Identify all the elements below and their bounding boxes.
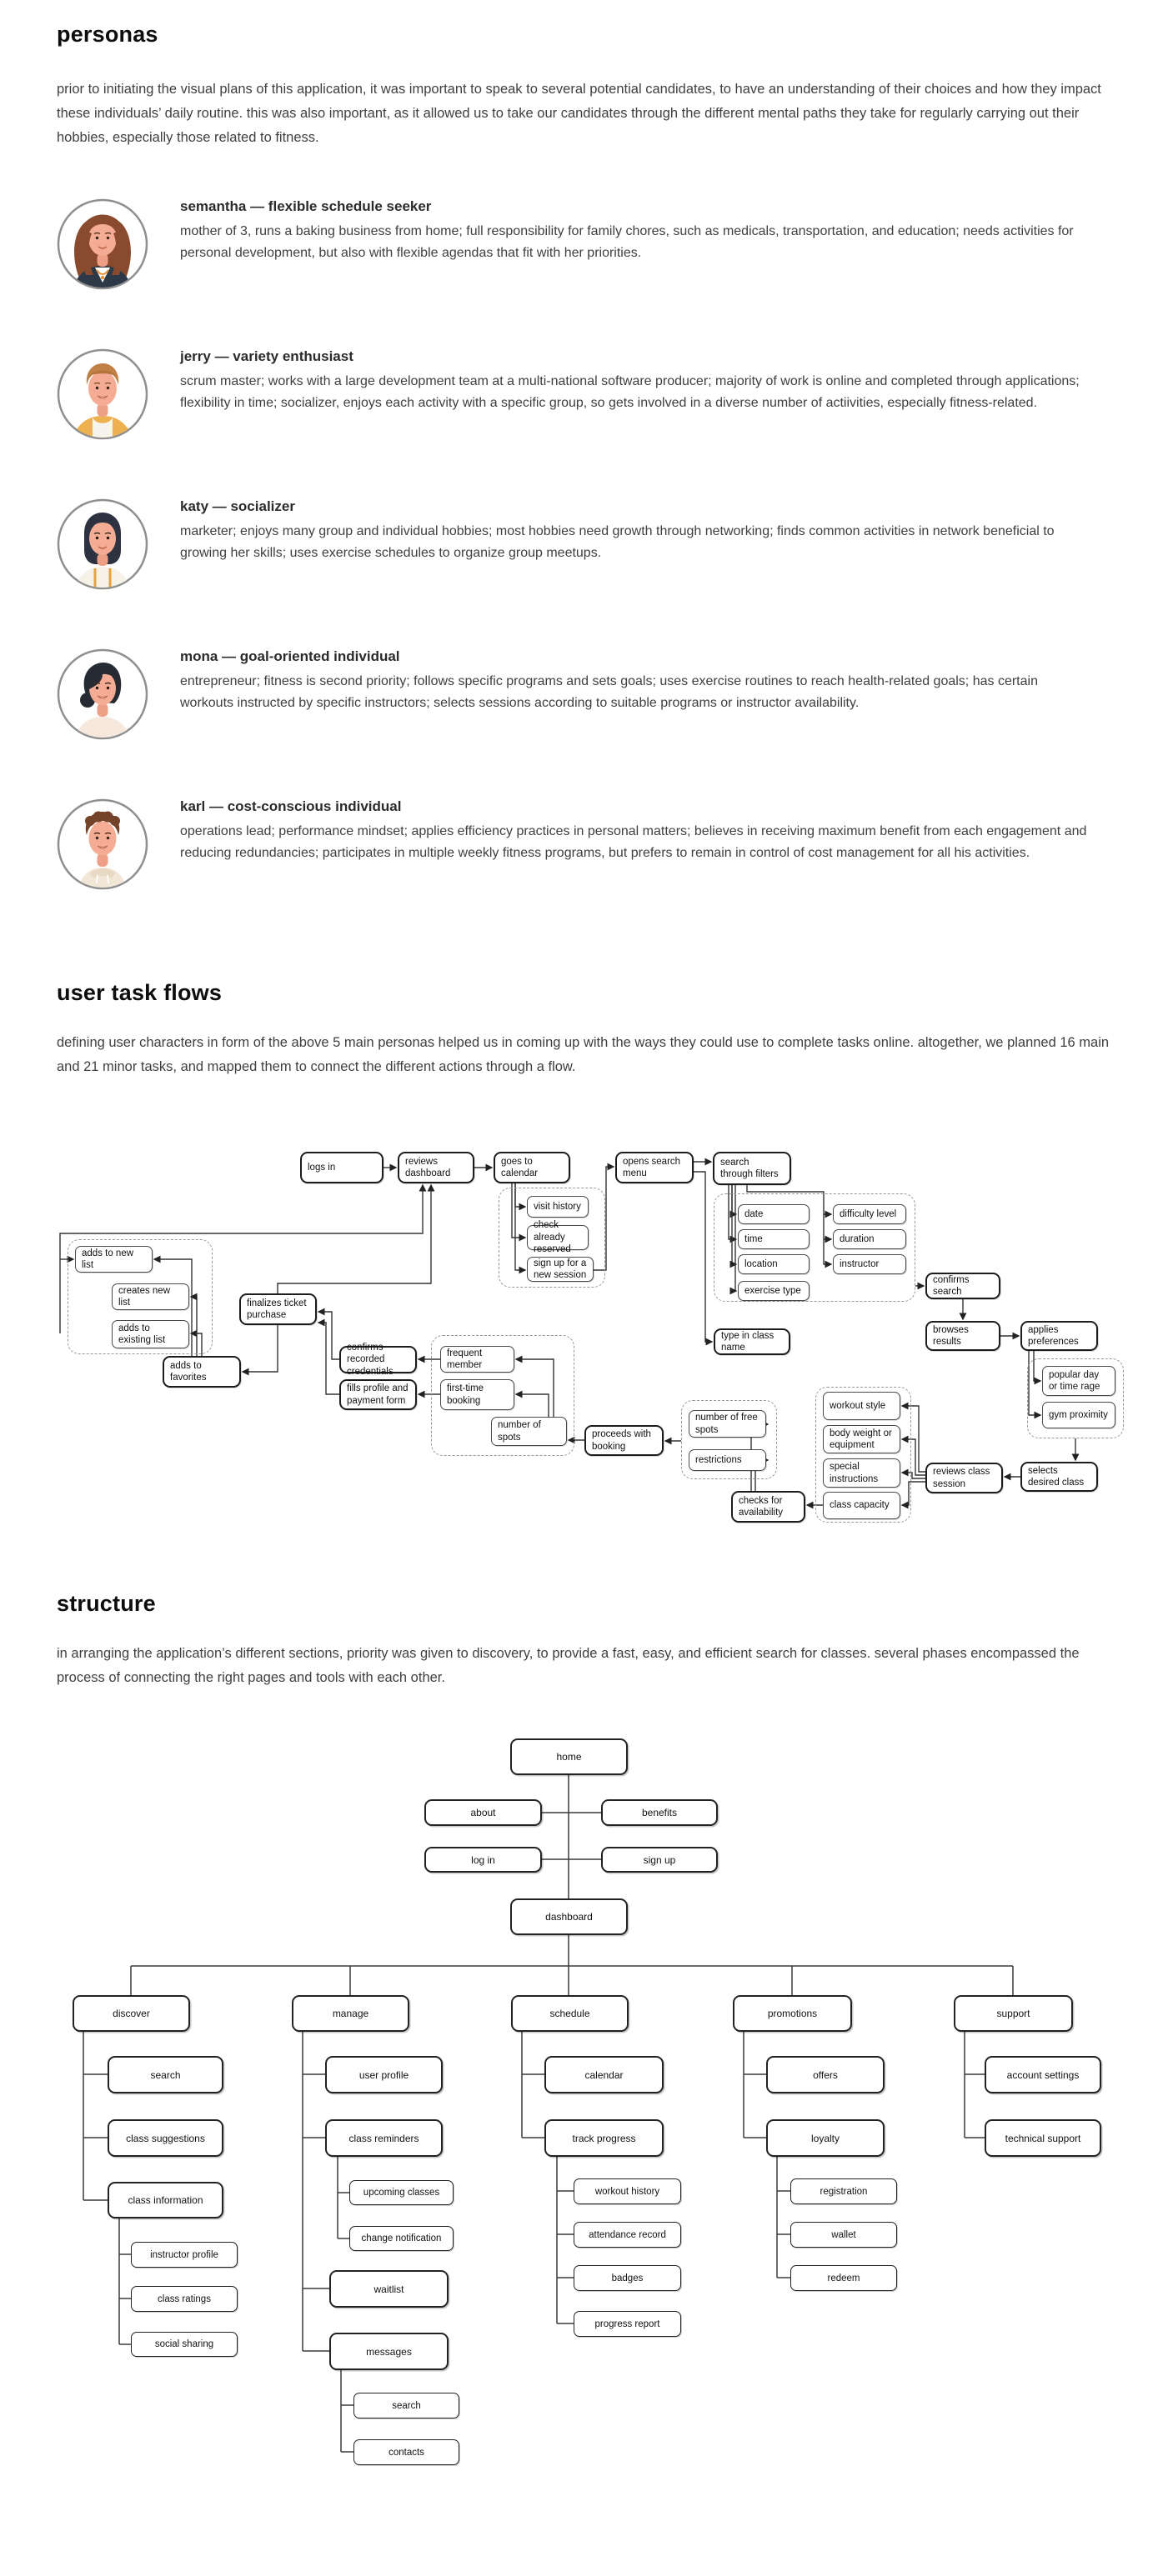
flow-node-goes-to-calendar: goes to calendar xyxy=(494,1152,570,1183)
sitemap-node-registration: registration xyxy=(790,2178,897,2204)
sitemap-node-upcoming-classes: upcoming classes xyxy=(349,2180,454,2205)
flow-node-number-of-spots: number of spots xyxy=(491,1417,567,1446)
sitemap-node-class-suggestions: class suggestions xyxy=(108,2119,223,2157)
task-flows-intro: defining user characters in form of the above 5 main personas helped us in coming up with the ways they could use to complete tasks online. altogether, we planned 16 main and 21 minor tasks, and mapped them to connect the different actions through a flow. xyxy=(57,1035,1110,1074)
sitemap-node-calendar: calendar xyxy=(544,2056,664,2093)
persona-name: semantha — flexible schedule seeker xyxy=(180,198,432,214)
flow-node-number-of-free-spots: number of free spots xyxy=(689,1410,766,1438)
flow-node-restrictions: restrictions xyxy=(689,1449,766,1471)
personas-list xyxy=(57,198,1168,890)
flow-node-adds-to-existing-list: adds to existing list xyxy=(112,1320,189,1348)
persona-text-karl xyxy=(180,798,1089,864)
sitemap-node-dashboard: dashboard xyxy=(510,1898,628,1935)
persona-row-jerry xyxy=(57,348,1168,440)
persona-description: mother of 3, runs a baking business from home; full responsibility for family chores, such as medicals, transportation, and education; needs activities for personal development, but also with flexible agendas that fit with her priorities. xyxy=(180,224,1074,260)
flow-node-confirms-search: confirms search xyxy=(925,1273,1000,1299)
flow-node-class-capacity: class capacity xyxy=(823,1492,900,1519)
flow-node-date: date xyxy=(738,1204,810,1224)
personas-section-title: personas xyxy=(57,22,158,47)
flow-node-checks-for-availability: checks for availability xyxy=(731,1491,805,1523)
flow-node-fills-profile-payment-form: fills profile and payment form xyxy=(339,1379,417,1410)
flow-node-difficulty-level: difficulty level xyxy=(833,1204,906,1224)
flow-node-browses-results: browses results xyxy=(925,1321,1000,1351)
sitemap-node-offers: offers xyxy=(766,2056,885,2093)
flow-node-adds-to-favorites: adds to favorites xyxy=(163,1356,241,1388)
flow-node-duration: duration xyxy=(833,1229,906,1249)
flow-node-location: location xyxy=(738,1254,810,1274)
sitemap-node-about: about xyxy=(424,1799,542,1826)
persona-name: karl — cost-conscious individual xyxy=(180,798,402,814)
persona-name: mona — goal-oriented individual xyxy=(180,648,400,664)
semantha-avatar xyxy=(57,198,148,290)
flow-node-opens-search-menu: opens search menu xyxy=(615,1152,694,1183)
sitemap-node-class-reminders: class reminders xyxy=(325,2119,443,2157)
sitemap-node-instructor-profile: instructor profile xyxy=(131,2242,238,2268)
flow-node-type-in-class-name: type in class name xyxy=(714,1328,790,1355)
sitemap-node-home: home xyxy=(510,1738,628,1775)
sitemap-node-log-in: log in xyxy=(424,1847,542,1873)
flow-node-reviews-class-session: reviews class session xyxy=(925,1463,1003,1493)
persona-row-mona xyxy=(57,648,1168,740)
jerry-avatar xyxy=(57,348,148,440)
sitemap-node-messages: messages xyxy=(329,2333,449,2370)
persona-row-katy xyxy=(57,498,1168,590)
persona-row-semantha xyxy=(57,198,1168,290)
sitemap-node-badges: badges xyxy=(574,2265,681,2291)
persona-description: scrum master; works with a large development team at a multi-national software producer; majority of work is online and completed through applications; flexibility in time; socializer, enjoys each activity with a specific group, so gets involved in a diverse number of actiivities, especially fitness-related. xyxy=(180,374,1080,410)
sitemap-node-search: search xyxy=(108,2056,223,2093)
flow-node-search-through-filters: search through filters xyxy=(713,1152,791,1185)
sitemap-diagram xyxy=(50,1703,1134,2503)
flow-node-reviews-dashboard: reviews dashboard xyxy=(398,1152,474,1183)
sitemap-node-sign-up: sign up xyxy=(601,1847,718,1873)
sitemap-node-loyalty: loyalty xyxy=(766,2119,885,2157)
sitemap-node-contacts: contacts xyxy=(353,2439,459,2465)
persona-name: katy — socializer xyxy=(180,498,295,514)
persona-text-jerry xyxy=(180,348,1089,414)
persona-text-semantha xyxy=(180,198,1089,264)
flow-node-adds-to-new-list: adds to new list xyxy=(75,1246,153,1273)
flow-node-instructor: instructor xyxy=(833,1254,906,1274)
flow-node-time: time xyxy=(738,1229,810,1249)
sitemap-node-promotions: promotions xyxy=(733,1995,852,2032)
structure-intro: in arranging the application’s different sections, priority was given to discovery, to provide a fast, easy, and efficient search for classes. several phases encompassed the process of connecting the right pages and tools with each other. xyxy=(57,1646,1080,1685)
sitemap-node-account-settings: account settings xyxy=(985,2056,1101,2093)
sitemap-node-support: support xyxy=(954,1995,1073,2032)
flow-node-exercise-type: exercise type xyxy=(738,1281,810,1301)
sitemap-node-track-progress: track progress xyxy=(544,2119,664,2157)
sitemap-node-class-ratings: class ratings xyxy=(131,2286,238,2312)
sitemap-node-social-sharing: social sharing xyxy=(131,2332,238,2357)
flow-node-special-instructions: special instructions xyxy=(823,1458,900,1488)
sitemap-node-schedule: schedule xyxy=(511,1995,629,2032)
structure-section-title: structure xyxy=(57,1591,156,1616)
flow-node-popular-day-time: popular day or time rage xyxy=(1042,1366,1115,1396)
persona-name: jerry — variety enthusiast xyxy=(180,348,353,364)
flow-node-sign-up-new-session: sign up for a new session xyxy=(527,1257,594,1282)
sitemap-node-redeem: redeem xyxy=(790,2265,897,2291)
flow-node-body-weight-equipment: body weight or equipment xyxy=(823,1425,900,1453)
user-task-flow-diagram xyxy=(50,1118,1134,1535)
persona-text-katy xyxy=(180,498,1089,564)
task-flows-section-title: user task flows xyxy=(57,980,223,1005)
sitemap-node-user-profile: user profile xyxy=(325,2056,443,2093)
flow-node-first-time-booking: first-time booking xyxy=(440,1379,514,1410)
sitemap-node-waitlist: waitlist xyxy=(329,2270,449,2308)
flow-node-selects-desired-class: selects desired class xyxy=(1020,1462,1098,1492)
flow-node-check-already-reserved: check already reserved xyxy=(527,1225,589,1250)
persona-row-karl xyxy=(57,798,1168,890)
flow-node-confirms-recorded-credentials: confirms recorded credentials xyxy=(339,1346,417,1373)
sitemap-node-discover: discover xyxy=(73,1995,190,2032)
sitemap-node-benefits: benefits xyxy=(601,1799,718,1826)
flow-node-finalizes-ticket-purchase: finalizes ticket purchase xyxy=(239,1293,317,1325)
sitemap-node-workout-history: workout history xyxy=(574,2178,681,2204)
sitemap-node-wallet: wallet xyxy=(790,2222,897,2248)
sitemap-node-class-information: class information xyxy=(108,2182,223,2218)
sitemap-node-messages-search: search xyxy=(353,2393,459,2418)
flow-node-logs-in: logs in xyxy=(300,1152,383,1183)
mona-avatar xyxy=(57,648,148,740)
sitemap-node-manage: manage xyxy=(292,1995,409,2032)
sitemap-node-progress-report: progress report xyxy=(574,2311,681,2337)
persona-description: operations lead; performance mindset; applies efficiency practices in personal matters; believes in receiving maximum benefit from each engagement and reducing redundancies; participates in multiple weekly fitness programs, but prefers to remain in control of cost management for all his activities. xyxy=(180,824,1087,860)
sitemap-node-attendance-record: attendance record xyxy=(574,2222,681,2248)
flow-node-workout-style: workout style xyxy=(823,1392,900,1420)
flow-node-creates-new-list: creates new list xyxy=(112,1283,189,1310)
personas-intro: prior to initiating the visual plans of this application, it was important to speak to several potential candidates, to have an understanding of their choices and how they impact these individuals’ daily routine. this was also important, as it allowed us to take our candidates through the different mental paths they take for regularly carrying out their hobbies, especially those related to fitness. xyxy=(57,82,1101,145)
sitemap-connectors xyxy=(50,1703,1134,2503)
sitemap-node-change-notification: change notification xyxy=(349,2226,454,2251)
persona-text-mona xyxy=(180,648,1089,714)
flow-node-gym-proximity: gym proximity xyxy=(1042,1402,1115,1428)
katy-avatar xyxy=(57,498,148,590)
karl-avatar xyxy=(57,798,148,890)
flow-node-visit-history: visit history xyxy=(527,1196,589,1218)
flow-node-frequent-member: frequent member xyxy=(440,1346,514,1373)
flow-node-proceeds-with-booking: proceeds with booking xyxy=(584,1425,664,1456)
sitemap-node-technical-support: technical support xyxy=(985,2119,1101,2157)
persona-description: marketer; enjoys many group and individual hobbies; most hobbies need growth through networking; finds common activities in network beneficial to growing her skills; uses exercise schedules to organize group meetups. xyxy=(180,524,1055,560)
flow-node-applies-preferences: applies preferences xyxy=(1020,1321,1098,1351)
persona-description: entrepreneur; fitness is second priority; follows specific programs and sets goals; uses exercise routines to reach health-related goals; has certain workouts instructed by specific instructors; selects sessions according to suitable programs or instructor availability. xyxy=(180,674,1038,710)
